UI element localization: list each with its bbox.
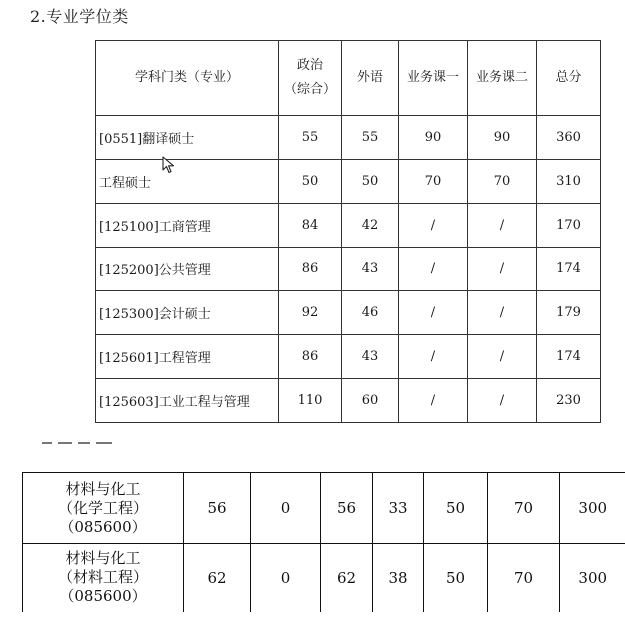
row-foreign: 46: [342, 291, 399, 335]
row-value-7: 300: [560, 544, 625, 612]
row-course1: 70: [399, 159, 468, 203]
row-course2: /: [468, 203, 537, 247]
header-course-one: 业务课一: [399, 41, 468, 116]
row-politics: 55: [279, 116, 342, 160]
row-foreign: 55: [342, 116, 399, 160]
row-name: [125100]工商管理: [96, 203, 279, 247]
table-row: [23, 473, 625, 544]
row-value-3: 62: [321, 544, 373, 612]
row-value-4: 33: [373, 473, 424, 544]
row-value-6: 70: [488, 544, 560, 612]
row-course1: 90: [399, 116, 468, 160]
row-major: [23, 544, 184, 612]
row-name: [0551]翻译硕士: [96, 116, 279, 160]
row-name: [125200]公共管理: [96, 247, 279, 291]
table-row: [96, 247, 601, 291]
row-course2: /: [468, 379, 537, 423]
major-name: 材料与化工: [65, 549, 141, 568]
row-course2: 70: [468, 159, 537, 203]
row-total: 230: [537, 379, 601, 423]
row-course1: /: [399, 247, 468, 291]
row-course1: /: [399, 203, 468, 247]
row-name: [125300]会计硕士: [96, 291, 279, 335]
row-foreign: 43: [342, 247, 399, 291]
row-value-1: 56: [184, 473, 251, 544]
major-code: （085600）: [59, 517, 147, 536]
row-total: 179: [537, 291, 601, 335]
header-politics-line2: （综合）: [283, 82, 336, 97]
row-politics: 92: [279, 291, 342, 335]
section-title: 2.专业学位类: [30, 7, 129, 26]
row-value-5: 50: [424, 473, 488, 544]
table-row: [96, 116, 601, 160]
row-value-5: 50: [424, 544, 488, 612]
row-name: [125601]工程管理: [96, 335, 279, 379]
mouse-cursor-icon: [162, 156, 176, 174]
row-name: 工程硕士: [96, 159, 279, 203]
header-subject: 学科门类（专业）: [96, 41, 279, 116]
table-row: [96, 379, 601, 423]
row-politics: 84: [279, 203, 342, 247]
row-value-4: 38: [373, 544, 424, 612]
header-total: 总分: [537, 41, 601, 116]
row-foreign: 43: [342, 335, 399, 379]
row-politics: 110: [279, 379, 342, 423]
row-politics: 50: [279, 159, 342, 203]
row-foreign: 42: [342, 203, 399, 247]
table-row: [96, 291, 601, 335]
row-course2: 90: [468, 116, 537, 160]
major-code: （085600）: [59, 587, 147, 606]
row-politics: 86: [279, 247, 342, 291]
row-foreign: 60: [342, 379, 399, 423]
row-course1: /: [399, 379, 468, 423]
row-value-1: 62: [184, 544, 251, 612]
table-row: [96, 335, 601, 379]
header-foreign-language: 外语: [342, 41, 399, 116]
score-table-professional: [95, 40, 601, 423]
table-header-row: [96, 41, 601, 116]
row-value-2: 0: [251, 473, 321, 544]
row-politics: 86: [279, 335, 342, 379]
major-direction: （材料工程）: [57, 568, 148, 587]
row-course2: /: [468, 335, 537, 379]
row-foreign: 50: [342, 159, 399, 203]
table-row: [96, 203, 601, 247]
header-politics: [279, 41, 342, 116]
row-value-3: 56: [321, 473, 373, 544]
row-course1: /: [399, 291, 468, 335]
row-name: [125603]工业工程与管理: [96, 379, 279, 423]
row-course2: /: [468, 247, 537, 291]
row-major: [23, 473, 184, 544]
row-total: 174: [537, 247, 601, 291]
row-value-6: 70: [488, 473, 560, 544]
major-name: 材料与化工: [65, 479, 141, 498]
row-value-7: 300: [560, 473, 625, 544]
major-direction: （化学工程）: [57, 498, 148, 517]
header-course-two: 业务课二: [468, 41, 537, 116]
row-total: 310: [537, 159, 601, 203]
row-course2: /: [468, 291, 537, 335]
cropped-text-fragment: [42, 437, 120, 447]
row-total: 174: [537, 335, 601, 379]
row-total: 170: [537, 203, 601, 247]
table-row: [23, 544, 625, 612]
row-course1: /: [399, 335, 468, 379]
score-table-materials: [22, 472, 625, 612]
row-total: 360: [537, 116, 601, 160]
header-politics-line1: 政治: [296, 58, 323, 73]
row-value-2: 0: [251, 544, 321, 612]
